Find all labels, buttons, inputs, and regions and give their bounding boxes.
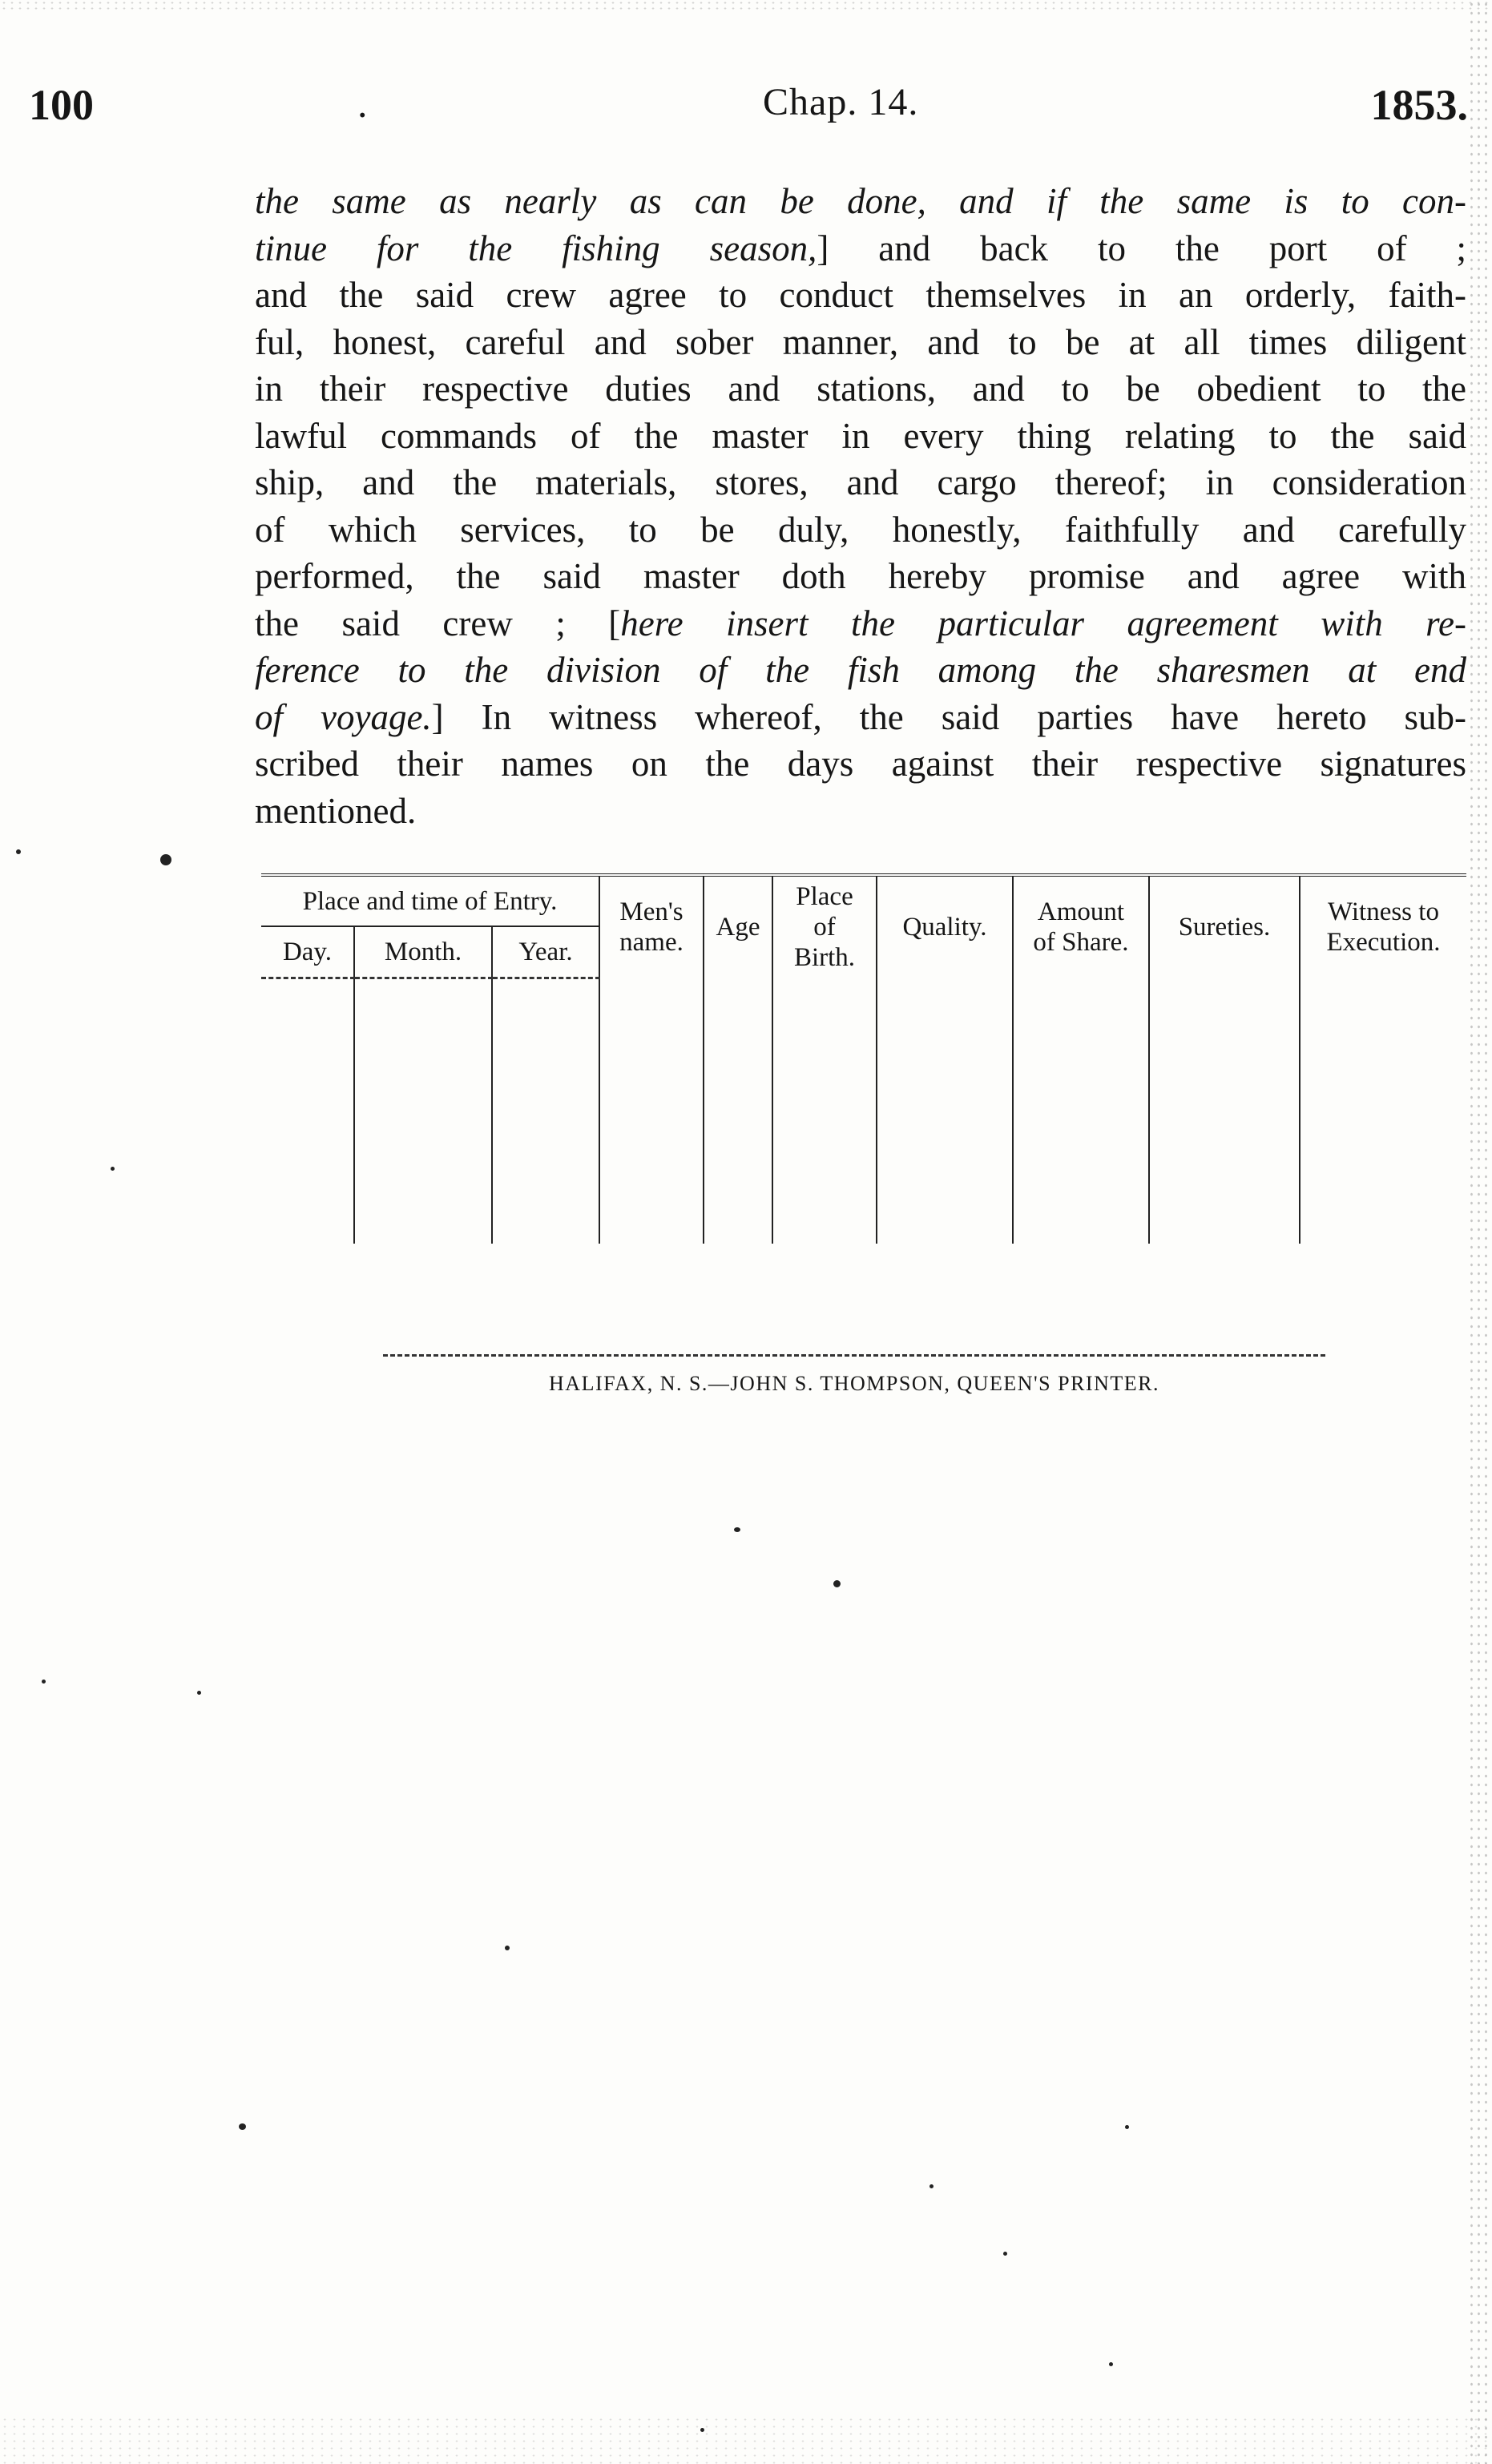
place-of-birth-header-line: of: [813, 913, 836, 942]
age-header: [704, 875, 772, 978]
scan-edge-top: [0, 0, 1492, 11]
running-header: [29, 80, 1468, 136]
table-cell: [772, 978, 877, 1244]
footer-rule: [383, 1354, 1325, 1357]
scan-speck: [16, 849, 21, 854]
witness-header: [1300, 875, 1466, 978]
text-run: ful, honest, careful and sober manner, and to be at all times diligent: [255, 321, 1466, 362]
table-cell: [354, 978, 492, 1244]
italic-run: tinue for the fishing season,: [255, 228, 817, 268]
scan-speck: [239, 2123, 246, 2130]
printer-imprint: HALIFAX, N. S.—JOHN S. THOMPSON, QUEEN'S PRINTER.: [549, 1372, 1159, 1395]
body-line: [255, 365, 1466, 413]
quality-header-line: Quality.: [902, 913, 987, 942]
table-cell: [261, 978, 354, 1244]
amount-of-share-header-line: of Share.: [1033, 928, 1129, 957]
body-line: [255, 694, 1466, 741]
body-line: [255, 788, 1466, 835]
year-header: Year.: [492, 926, 599, 978]
italic-run: here insert the particular agreement with re-: [620, 603, 1466, 643]
age-header-line: Age: [716, 913, 760, 942]
body-line: [255, 740, 1466, 788]
text-run: ] In witness whereof, the said parties have hereto sub-: [431, 696, 1466, 737]
place-time-entry-header: Place and time of Entry.: [261, 875, 599, 926]
month-header: Month.: [354, 926, 492, 978]
chapter-title: Chap. 14.: [763, 81, 919, 123]
table-cell: [492, 978, 599, 1244]
amount-of-share-header: [1013, 875, 1149, 978]
text-run: ship, and the materials, stores, and cargo thereof; in consideration: [255, 462, 1466, 502]
header-dot: .: [357, 81, 368, 126]
text-run: ] and back to the port of ;: [817, 228, 1466, 268]
scan-speck: [734, 1527, 740, 1532]
scan-speck: [111, 1167, 115, 1171]
body-line: [255, 319, 1466, 366]
scan-speck: [700, 2428, 704, 2432]
sureties-header-line: Sureties.: [1178, 913, 1271, 942]
place-of-birth-header-line: Birth.: [793, 943, 856, 972]
day-header: Day.: [261, 926, 354, 978]
body-line: [255, 647, 1466, 694]
table-cell: [1149, 978, 1300, 1244]
body-line: [255, 272, 1466, 319]
table-cell: [1013, 978, 1149, 1244]
table-row: [261, 978, 1466, 1244]
scan-speck: [505, 1946, 510, 1950]
body-line: [255, 600, 1466, 647]
body-line: [255, 506, 1466, 554]
text-run: lawful commands of the master in every thing relating to the said: [255, 415, 1466, 456]
witness-header-line: Witness to: [1328, 897, 1439, 926]
page-number: 100: [29, 81, 94, 129]
scan-speck: [1125, 2125, 1129, 2129]
place-of-birth-header: [772, 875, 877, 978]
text-run: mentioned.: [255, 790, 417, 831]
text-run: and the said crew agree to conduct themselves in an orderly, faith-: [255, 275, 1466, 315]
body-line: [255, 553, 1466, 600]
witness-header-line: Execution.: [1326, 928, 1441, 957]
place-of-birth-header-line: Place: [796, 882, 853, 911]
scan-speck: [197, 1691, 201, 1695]
amount-of-share-header-line: Amount: [1037, 897, 1125, 926]
body-line: [255, 225, 1466, 272]
sureties-header: [1149, 875, 1300, 978]
italic-run: the same as nearly as can be done, and if the same is to con-: [255, 181, 1466, 221]
text-run: in their respective duties and stations, and to be obedient to the: [255, 369, 1466, 409]
header-year: 1853.: [1370, 81, 1468, 129]
mens-name-header: [599, 875, 704, 978]
scan-edge-bottom: [0, 2416, 1492, 2464]
text-run: of which services, to be duly, honestly, faithfully and carefully: [255, 509, 1466, 550]
body-line: [255, 178, 1466, 225]
quality-header: [877, 875, 1013, 978]
scan-speck: [1109, 2362, 1113, 2366]
crew-agreement-table: [261, 873, 1466, 1244]
table-cell: [704, 978, 772, 1244]
body-paragraph: [255, 178, 1466, 834]
scan-speck: [160, 854, 171, 865]
scan-speck: [42, 1680, 46, 1684]
scan-speck: [929, 2184, 934, 2188]
italic-run: ference to the division of the fish among the sharesmen at end: [255, 650, 1466, 690]
scan-edge-right: [1468, 0, 1492, 2464]
text-run: performed, the said master doth hereby promise and agree with: [255, 556, 1466, 596]
text-run: the said crew ; [: [255, 603, 621, 643]
body-line: [255, 413, 1466, 460]
table-cell: [1300, 978, 1466, 1244]
scan-speck: [1003, 2252, 1007, 2256]
table-cell: [599, 978, 704, 1244]
table-cell: [877, 978, 1013, 1244]
scan-speck: [833, 1580, 841, 1587]
text-run: scribed their names on the days against their respective signatures: [255, 744, 1466, 784]
italic-run: of voyage.: [255, 696, 432, 737]
body-line: [255, 459, 1466, 506]
mens-name-header-line: Men's: [619, 897, 683, 926]
crew-table-wrap: [261, 873, 1466, 1244]
mens-name-header-line: name.: [619, 928, 683, 957]
